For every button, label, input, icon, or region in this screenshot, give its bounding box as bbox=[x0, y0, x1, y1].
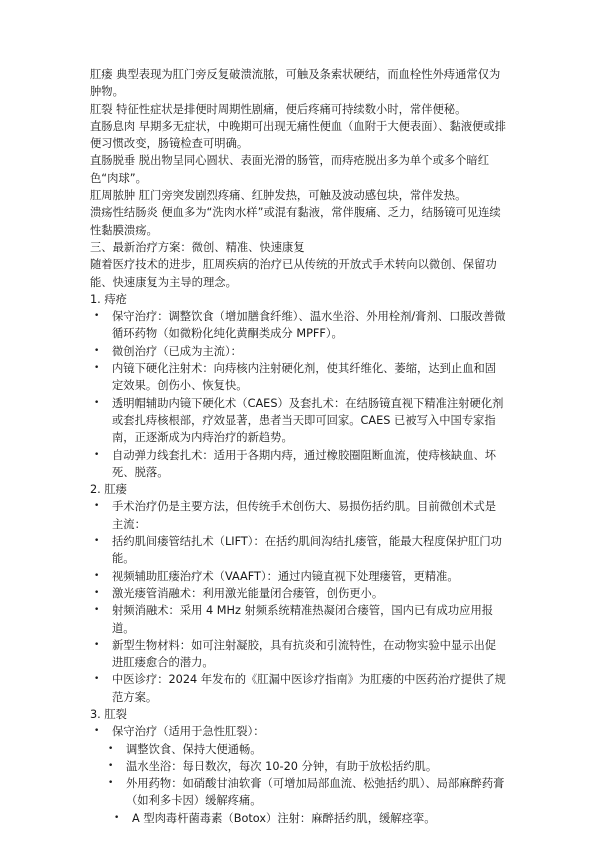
list-item-text: 手术治疗仍是主要方法，但传统手术创伤大、易损伤括约肌。目前微创术式是主流： bbox=[112, 500, 497, 531]
list-item-text: A 型肉毒杆菌毒素（Botox）注射：麻醉括约肌，缓解痉挛。 bbox=[132, 811, 436, 825]
list-item bbox=[90, 360, 507, 395]
bullet-icon: • bbox=[108, 743, 114, 754]
paragraph: 溃疡性结肠炎 便血多为“洗肉水样”或混有黏液，常伴腹痛、乏力，结肠镜可见连续性黏膜溃疡。 bbox=[90, 206, 501, 237]
list-item-text: 保守治疗（适用于急性肛裂）： bbox=[112, 725, 265, 739]
bullet-icon: • bbox=[108, 760, 114, 771]
paragraph: 2. 肛瘘 bbox=[90, 483, 127, 497]
paragraph: 随着医疗技术的进步，肛周疾病的治疗已从传统的开放式手术转向以微创、保留功能、快速康复为主导的理念。 bbox=[90, 258, 497, 289]
list-item-text: 透明帽辅助内镜下硬化术（CAES）及套扎术：在结肠镜直视下精准注射硬化剂或套扎痔核根部，疗效显著，患者当天即可回家。CAES 已被写入中国专家指南，正逐渐成为内痔治疗的新趋势。 bbox=[112, 396, 504, 445]
list-item-text: 新型生物材料：如可注射凝胶，具有抗炎和引流特性，在动物实验中显示出促进肛瘘愈合的潜力。 bbox=[112, 638, 497, 670]
list-item-text: 自动弹力线套扎术：适用于各期内痔，通过橡胶圈阻断血流，使痔核缺血、坏死、脱落。 bbox=[112, 448, 497, 479]
bullet-icon: • bbox=[94, 587, 100, 598]
list-item bbox=[90, 775, 507, 810]
bullet-icon: • bbox=[94, 605, 100, 616]
list-item bbox=[90, 447, 507, 482]
list-item bbox=[90, 671, 507, 706]
bullet-icon: • bbox=[108, 778, 114, 789]
list-item-text: 激光瘘管消融术：利用激光能量闭合瘘管，创伤更小。 bbox=[112, 586, 384, 600]
bullet-icon: • bbox=[94, 674, 100, 685]
bullet-icon: • bbox=[114, 812, 120, 823]
list-item bbox=[90, 723, 507, 740]
paragraph: 3. 肛裂 bbox=[90, 707, 127, 721]
list-item-text: 视频辅助肛瘘治疗术（VAAFT）：通过内镜直视下处理瘘管，更精准。 bbox=[112, 569, 459, 583]
list-item bbox=[90, 585, 507, 602]
list-item bbox=[90, 602, 507, 637]
list-item bbox=[90, 741, 507, 758]
list-item bbox=[90, 533, 507, 568]
list-item bbox=[90, 308, 507, 343]
bullet-icon: • bbox=[94, 501, 100, 512]
list-item bbox=[90, 343, 507, 360]
list-item-text: 括约肌间瘘管结扎术（LIFT）：在括约肌间沟结扎瘘管，能最大程度保护肛门功能。 bbox=[112, 535, 502, 566]
bullet-icon: • bbox=[94, 397, 100, 408]
list-item-text: 调整饮食、保持大便通畅。 bbox=[126, 742, 262, 756]
list-item-text: 微创治疗（已成为主流）： bbox=[112, 344, 242, 358]
paragraph: 肛周脓肿 肛门旁突发剧烈疼痛、红肿发热，可触及波动感包块，常伴发热。 bbox=[90, 189, 467, 203]
bullet-icon: • bbox=[94, 311, 100, 322]
paragraph: 肛瘘 典型表现为肛门旁反复破溃流脓，可触及条索状硬结，而血栓性外痔通常仅为肿物。 bbox=[90, 68, 501, 99]
bullet-icon: • bbox=[94, 345, 100, 356]
list-item bbox=[90, 568, 507, 585]
list-item bbox=[90, 498, 507, 533]
paragraph: 直肠脱垂 脱出物呈同心圆状、表面光滑的肠管，而痔疮脱出多为单个或多个暗红色“肉球”。 bbox=[90, 154, 489, 185]
bullet-icon: • bbox=[94, 449, 100, 460]
list-item bbox=[90, 637, 507, 672]
list-item-text: 外用药物：如硝酸甘油软膏（可增加局部血流、松弛括约肌）、局部麻醉药膏（如利多卡因）缓解疼痛。 bbox=[126, 777, 505, 808]
bullet-icon: • bbox=[94, 363, 100, 374]
list-item bbox=[90, 758, 507, 775]
paragraph: 肛裂 特征性症状是排便时周期性剧痛，便后疼痛可持续数小时，常伴便秘。 bbox=[90, 102, 467, 116]
bullet-icon: • bbox=[94, 726, 100, 737]
list-item-text: 射频消融术：采用 4 MHz 射频系统精准热凝闭合瘘管，国内已有成功应用报道。 bbox=[112, 604, 494, 635]
list-item-text: 保守治疗：调整饮食（增加膳食纤维）、温水坐浴、外用栓剂/膏剂、口服改善微循环药物（如微粉化纯化黄酮类成分 MPFF）。 bbox=[112, 310, 506, 341]
paragraph: 1. 痔疮 bbox=[90, 292, 127, 306]
list-item-text: 中医诊疗：2024 年发布的《肛漏中医诊疗指南》为肛瘘的中医药治疗提供了规范方案。 bbox=[112, 673, 506, 704]
bullet-icon: • bbox=[94, 570, 100, 581]
list-item-text: 温水坐浴：每日数次，每次 10-20 分钟，有助于放松括约肌。 bbox=[126, 759, 438, 773]
bullet-icon: • bbox=[94, 536, 100, 547]
paragraph: 三、最新治疗方案：微创、精准、快速康复 bbox=[90, 240, 305, 254]
list-item bbox=[90, 395, 507, 447]
list-item bbox=[90, 810, 507, 827]
list-item-text: 内镜下硬化注射术：向痔核内注射硬化剂，使其纤维化、萎缩，达到止血和固定效果。创伤小、恢复快。 bbox=[112, 362, 497, 393]
paragraph: 直肠息肉 早期多无症状，中晚期可出现无痛性便血（血附于大便表面）、黏液便或排便习惯改变，肠镜检查可明确。 bbox=[90, 119, 506, 151]
bullet-icon: • bbox=[94, 639, 100, 650]
